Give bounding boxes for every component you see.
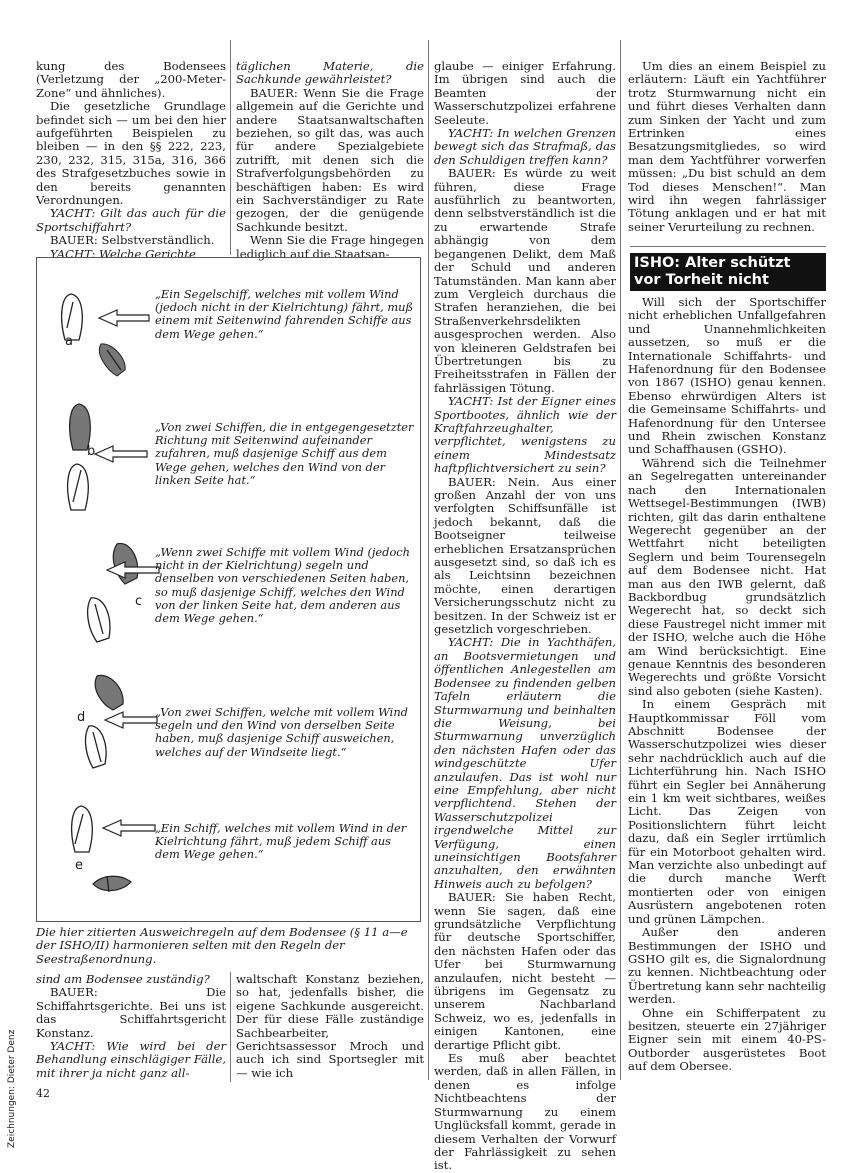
rule-text-c: „Wenn zwei Schiffe mit vollem Wind (jedoch nicht in der Kielrichtung) segeln und denselben von verschiedenen Seiten haben, so muß dasjenige Schiff, welches den Wind von der linken Seite hat, dem anderen aus dem Wege gehen.“ xyxy=(155,545,411,626)
rule-text-e: „Ein Schiff, welches mit vollem Wind in der Kielrichtung fährt, muß jedem Schiff aus dem Wege gehen.“ xyxy=(155,821,407,862)
paragraph: YACHT: Gilt das auch für die Sportschiffahrt? xyxy=(36,206,226,234)
sidebar-rule xyxy=(630,246,826,247)
rule-text-b: „Von zwei Schiffen, die in entgegengesetzter Richtung mit Seitenwind aufeinander zufahren, muß dasjenige Schiff aus dem Wege gehen, welches den Wind von der linken Seite hat.“ xyxy=(155,420,414,487)
paragraph: BAUER: Selbstverständlich. xyxy=(50,233,215,248)
column-3 xyxy=(434,60,616,1173)
paragraph: YACHT: Welche Gerichte xyxy=(50,246,196,261)
paragraph: Wenn Sie die Frage hingegen lediglich auf die Staatsan- xyxy=(236,233,424,261)
rule-letter: e xyxy=(75,858,83,873)
column-1-bottom xyxy=(36,973,226,1080)
rule-letter: d xyxy=(77,710,86,725)
boat-diagram-e xyxy=(37,258,167,908)
paragraph: sind am Bodensee zuständig? xyxy=(36,972,210,986)
paragraph: BAUER: Es würde zu weit führen, diese Frage ausführlich zu beantworten, denn selbstverständlich ist die zu erwartende Strafe abhängig von dem begangenen Delikt, dem Maß der Schuld und anderen Tatumständen. Man kann aber zum Vergleich durchaus die Strafen heranziehen, die bei Straßenverkehrsdelikten ausgesprochen werden. Also von kleineren Geldstrafen bei Übertretungen bis zu Freiheitsstrafen in Fällen der fahrlässigen Tötung. xyxy=(434,166,616,395)
sidebar-body xyxy=(628,296,826,1074)
column-4-top xyxy=(628,60,826,234)
rule-letter: b xyxy=(87,444,96,459)
column-2-top xyxy=(236,60,424,261)
paragraph: kung des Bodensees (Verletzung der „200-Meter-Zone“ und ähnliches). xyxy=(36,59,226,100)
paragraph: glaube — einiger Erfahrung. Im übrigen sind auch die Beamten der Wasserschutzpolizei erfahrene Seeleute. xyxy=(434,59,616,127)
paragraph: YACHT: Die in Yachthäfen, an Bootsvermietungen und öffentlichen Anlegestellen am Bodensee zu findenden gelben Tafeln erläutern die Sturmwarnung und beinhalten die Weisung, bei Sturmwarnung unverzüglich den nächsten Hafen oder das windgeschützte Ufer anzulaufen. Das ist wohl nur eine Empfehlung, aber nicht verpflichtend. Stehen der Wasserschutzpolizei irgendwelche Mittel zur Verfügung, einen uneinsichtigen Bootsfahrer anzuhalten, den erwähnten Hinweis auch zu befolgen? xyxy=(434,635,616,891)
rule-letter: a xyxy=(65,334,73,349)
paragraph: YACHT: Ist der Eigner eines Sportbootes, ähnlich wie der Kraftfahrzeughalter, verpflichtet, wenigstens zu einem Mindestsatz haftpflichtversichert zu sein? xyxy=(434,394,616,476)
page-number: 42 xyxy=(36,1087,50,1100)
paragraph: täglichen Materie, die Sachkunde gewährleistet? xyxy=(236,59,424,87)
paragraph: Außer den anderen Bestimmungen der ISHO und GSHO gilt es, die Signalordnung zu kennen. Nichtbeachtung oder Übertretung kann sehr nachteilig werden. xyxy=(628,925,826,1007)
paragraph: YACHT: Wie wird bei der Behandlung einschlägiger Fälle, mit ihrer ja nicht ganz all- xyxy=(36,1039,226,1080)
paragraph: Um dies an einem Beispiel zu erläutern: Läuft ein Yachtführer trotz Sturmwarnung nicht ein und führt dieses Verhalten dann zum Sinken der Yacht und zum Ertrinken eines Besatzungsmitgliedes, so wird man dem Yachtführer vorwerfen müssen: „Du bist schuld an dem Tod dieses Menschen!“. Man wird ihn wegen fahrlässiger Tötung anklagen und er hat mit seiner Verurteilung zu rechnen. xyxy=(628,59,826,234)
paragraph: YACHT: In welchen Grenzen bewegt sich das Strafmaß, das den Schuldigen treffen kann? xyxy=(434,126,616,167)
column-1-top xyxy=(36,60,226,261)
rule-letter: c xyxy=(135,594,143,609)
paragraph: Es muß aber beachtet werden, daß in allen Fällen, in denen es infolge Nichtbeachtens der Sturmwarnung zu einem Unglücksfall kommt, gerade in diesem Verhalten der Vorwurf der Fahrlässigkeit zu sehen ist. xyxy=(434,1051,616,1173)
column-rule xyxy=(428,40,429,1080)
paragraph: BAUER: Sie haben Recht, wenn Sie sagen, daß eine grundsätzliche Verpflichtung für deutsche Sportschiffer, den nächsten Hafen oder das Ufer bei Sturmwarnung anzulaufen, nicht besteht — übrigens im Gegensatz zu unserem Nachbarland Schweiz, wo es, jedenfalls in einigen Kantonen, eine derartige Pflicht gibt. xyxy=(434,890,616,1052)
rule-text-d: „Von zwei Schiffen, welche mit vollem Wind segeln und den Wind von derselben Seite haben, muß dasjenige Schiff ausweichen, welches auf der Windseite liegt.“ xyxy=(155,705,408,759)
column-rule xyxy=(230,40,231,255)
illustration-credit: Zeichnungen: Dieter Denz xyxy=(7,1029,17,1148)
paragraph: Ohne ein Schifferpatent zu besitzen, steuerte ein 27jähriger Eigner sein mit einem 40-PS-Outborder ausgerüstetes Boot auf dem Obersee. xyxy=(628,1005,826,1074)
paragraph: BAUER: Nein. Aus einer großen Anzahl der von uns verfolgten Schiffsunfälle ist jedoch bekannt, daß die Bootseigner teilweise erheblichen Ersatzansprüchen ausgesetzt sind, so daß ich es als Leichtsinn bezeichnen möchte, einen derartigen Versicherungsschutz nicht zu besitzen. In der Schweiz ist er gesetzlich vorgeschrieben. xyxy=(434,474,616,637)
paragraph: Die gesetzliche Grundlage befindet sich — um bei den hier aufgeführten Beispielen zu bleiben — in den §§ 222, 223, 230, 232, 315, 315a, 316, 366 des Strafgesetzbuches sowie in den bereits genannten Verordnungen. xyxy=(36,99,226,208)
figure-caption: Die hier zitierten Ausweichregeln auf dem Bodensee (§ 11 a—e der ISHO/II) harmonieren selten mit den Regeln der Seestraßenordnung. xyxy=(36,925,408,966)
paragraph: In einem Gespräch mit Hauptkommissar Föll vom Abschnitt Bodensee der Wasserschutzpolizei wies dieser sehr nachdrücklich auch auf die Lichterführung hin. Nach ISHO führt ein Segler bei Annäherung ein 1 km weit sichtbares, weißes Licht. Das Zeigen von Positionslichtern führt leicht dazu, daß ein Segler irrtümlich für ein Motorboot gehalten wird. Man verzichte also unbedingt auf die durch manche Werft montierten oder von einigen Ausrüstern angebotenen roten und grünen Lämpchen. xyxy=(628,697,826,926)
rule-text-a: „Ein Segelschiff, welches mit vollem Wind (jedoch nicht in der Kielrichtung) fährt, muß einem mit Seitenwind fahrenden Schiffe aus dem Wege gehen.“ xyxy=(155,287,414,341)
paragraph: BAUER: Wenn Sie die Frage allgemein auf die Gerichte und andere Staatsanwaltschaften beziehen, so gilt das, was auch für andere Spezialgebiete zutrifft, mit denen sich die Strafverfolgungsbehörden zu beschäftigen haben: Es wird ein Sachverständiger zu Rate gezogen, der die genügende Sachkunde besitzt. xyxy=(236,85,424,234)
column-rule xyxy=(620,40,621,1080)
column-2-bottom xyxy=(236,973,424,1080)
paragraph: Während sich die Teilnehmer an Segelregatten untereinander nach den Internationalen Wettsegel-Bestimmungen (IWB) richten, gilt das darin enthaltene Wegerecht gegenüber an der Wettfahrt nicht beteiligten Seglern und beim Tourensegeln auf dem Bodensee nicht. Hat man aus den IWB gelernt, daß Backbordbug grundsätzlich Wegerecht hat, so deckt sich diese Faustregel nicht immer mit der ISHO, welche auch die Höhe am Wind berücksichtigt. Eine genaue Kenntnis des besonderen Wegerechts und größte Vorsicht sind also geboten (siehe Kasten). xyxy=(628,455,826,698)
paragraph: BAUER: Die Schiffahrtsgerichte. Bei uns ist das Schiffahrtsgericht Konstanz. xyxy=(36,985,226,1040)
column-rule xyxy=(230,972,231,1082)
paragraph: Will sich der Sportschiffer nicht erheblichen Unfallgefahren und Unannehmlichkeiten aussetzen, so muß er die Internationale Schiffahrts- und Hafenordnung für den Bodensee von 1867 (ISHO) genau kennen. Ebenso ehrwürdigen Alters ist die Gemeinsame Schiffahrts- und Hafenordnung für den Untersee und Rhein zwischen Konstanz und Schaffhausen (GSHO). xyxy=(628,295,826,457)
sidebar-heading: ISHO: Alter schützt vor Torheit nicht xyxy=(630,253,826,291)
paragraph: waltschaft Konstanz beziehen, so hat, jedenfalls bisher, die eigene Sachkunde ausgereicht. Der für diese Fälle zuständige Sachbearbeiter, Gerichtsassessor Mroch und auch ich sind Sportsegler mit — wie ich xyxy=(236,972,424,1080)
